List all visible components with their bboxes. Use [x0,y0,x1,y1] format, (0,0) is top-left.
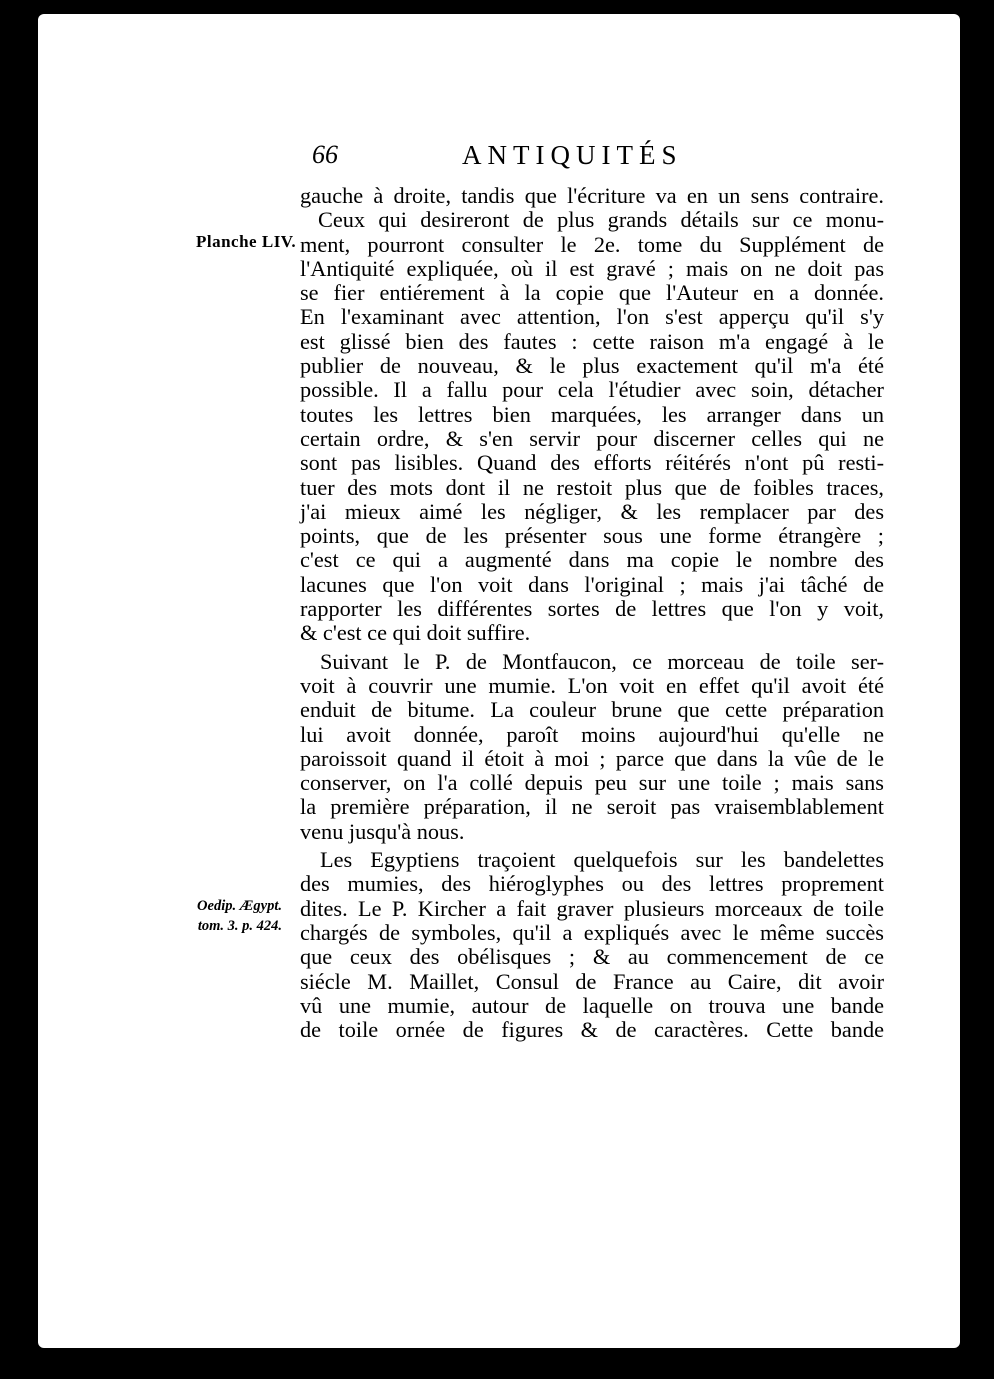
running-title: ANTIQUITÉS [462,140,683,170]
margin-note-citation [168,896,282,936]
margin-note-planche: Planche LIV. [196,232,297,251]
margin-note-citation-line: Oedip. Ægypt. [197,898,282,914]
body-text [300,184,884,1042]
paragraph [300,650,884,844]
text-line: possible. Il a fallu pour cela l'étudier avec soin, détacher [300,377,884,403]
text-line: la première préparation, il ne seroit pas vraisemblablement [300,794,884,820]
text-line: dites. Le P. Kircher a fait graver plusieurs morceaux de toile [300,895,884,921]
text-line: conserver, on l'a collé depuis peu sur une toile ; mais sans [300,770,884,796]
text-line: l'Antiquité expliquée, où il est gravé ; mais on ne doit pas [300,255,884,281]
text-line: sont pas lisibles. Quand des efforts réitérés n'ont pû resti- [300,450,884,476]
text-line: lui avoit donnée, paroît moins aujourd'hui qu'elle ne [300,721,884,747]
paragraph [300,848,884,1042]
text-line: & c'est ce qui doit suffire. [300,620,531,646]
margin-note-citation-line: tom. 3. p. 424. [197,918,282,934]
running-head [312,140,886,180]
text-line: que ceux des obélisques ; & au commencement de ce [300,944,884,970]
text-line: Les Egyptiens traçoient quelquefois sur les bandelettes [320,847,884,873]
text-line: chargés de symboles, qu'il a expliqués avec le même succès [300,919,884,945]
text-line: de toile ornée de figures & de caractères. Cette bande [300,1017,884,1043]
text-line: ment, pourront consulter le 2e. tome du Supplément de [300,231,884,257]
text-line: tuer des mots dont il ne restoit plus que de foibles traces, [300,474,884,500]
text-line: Suivant le P. de Montfaucon, ce morceau de toile ser- [320,648,884,674]
text-line: paroissoit quand il étoit à moi ; parce que dans la vûe de le [300,745,884,771]
page-number: 66 [312,140,338,169]
text-line: se fier entiérement à la copie que l'Auteur en a donnée. [300,280,884,306]
text-line: gauche à droite, tandis que l'écriture va en un sens contraire. [300,183,884,208]
text-line: c'est ce qui a augmenté dans ma copie le nombre des [300,547,884,573]
text-line: points, que de les présenter sous une forme étrangère ; [300,523,884,549]
text-line: est glissé bien des fautes : cette raison m'a engagé à le [300,328,884,354]
text-line: j'ai mieux aimé les négliger, & les remplacer par des [300,498,884,524]
text-line: voit à couvrir une mumie. L'on voit en effet qu'il avoit été [300,672,884,698]
text-line: publier de nouveau, & le plus exactement qu'il m'a été [300,353,884,379]
text-line: Ceux qui desireront de plus grands détails sur ce monu- [318,207,884,233]
text-line: enduit de bitume. La couleur brune que cette préparation [300,697,884,723]
text-line: En l'examinant avec attention, l'on s'est apperçu qu'il s'y [300,304,884,330]
text-line: lacunes que l'on voit dans l'original ; mais j'ai tâché de [300,571,884,597]
text-line: siécle M. Maillet, Consul de France au Caire, dit avoir [300,968,884,994]
text-line: venu jusqu'à nous. [300,818,465,844]
text-line: vû une mumie, autour de laquelle on trouva une bande [300,992,884,1018]
text-line: toutes les lettres bien marquées, les arranger dans un [300,401,884,427]
text-line: rapporter les différentes sortes de lettres que l'on y voit, [300,596,884,622]
text-line: certain ordre, & s'en servir pour discerner celles qui ne [300,425,884,451]
text-line: des mumies, des hiéroglyphes ou des lettres proprement [300,871,884,897]
paragraph [300,184,884,646]
